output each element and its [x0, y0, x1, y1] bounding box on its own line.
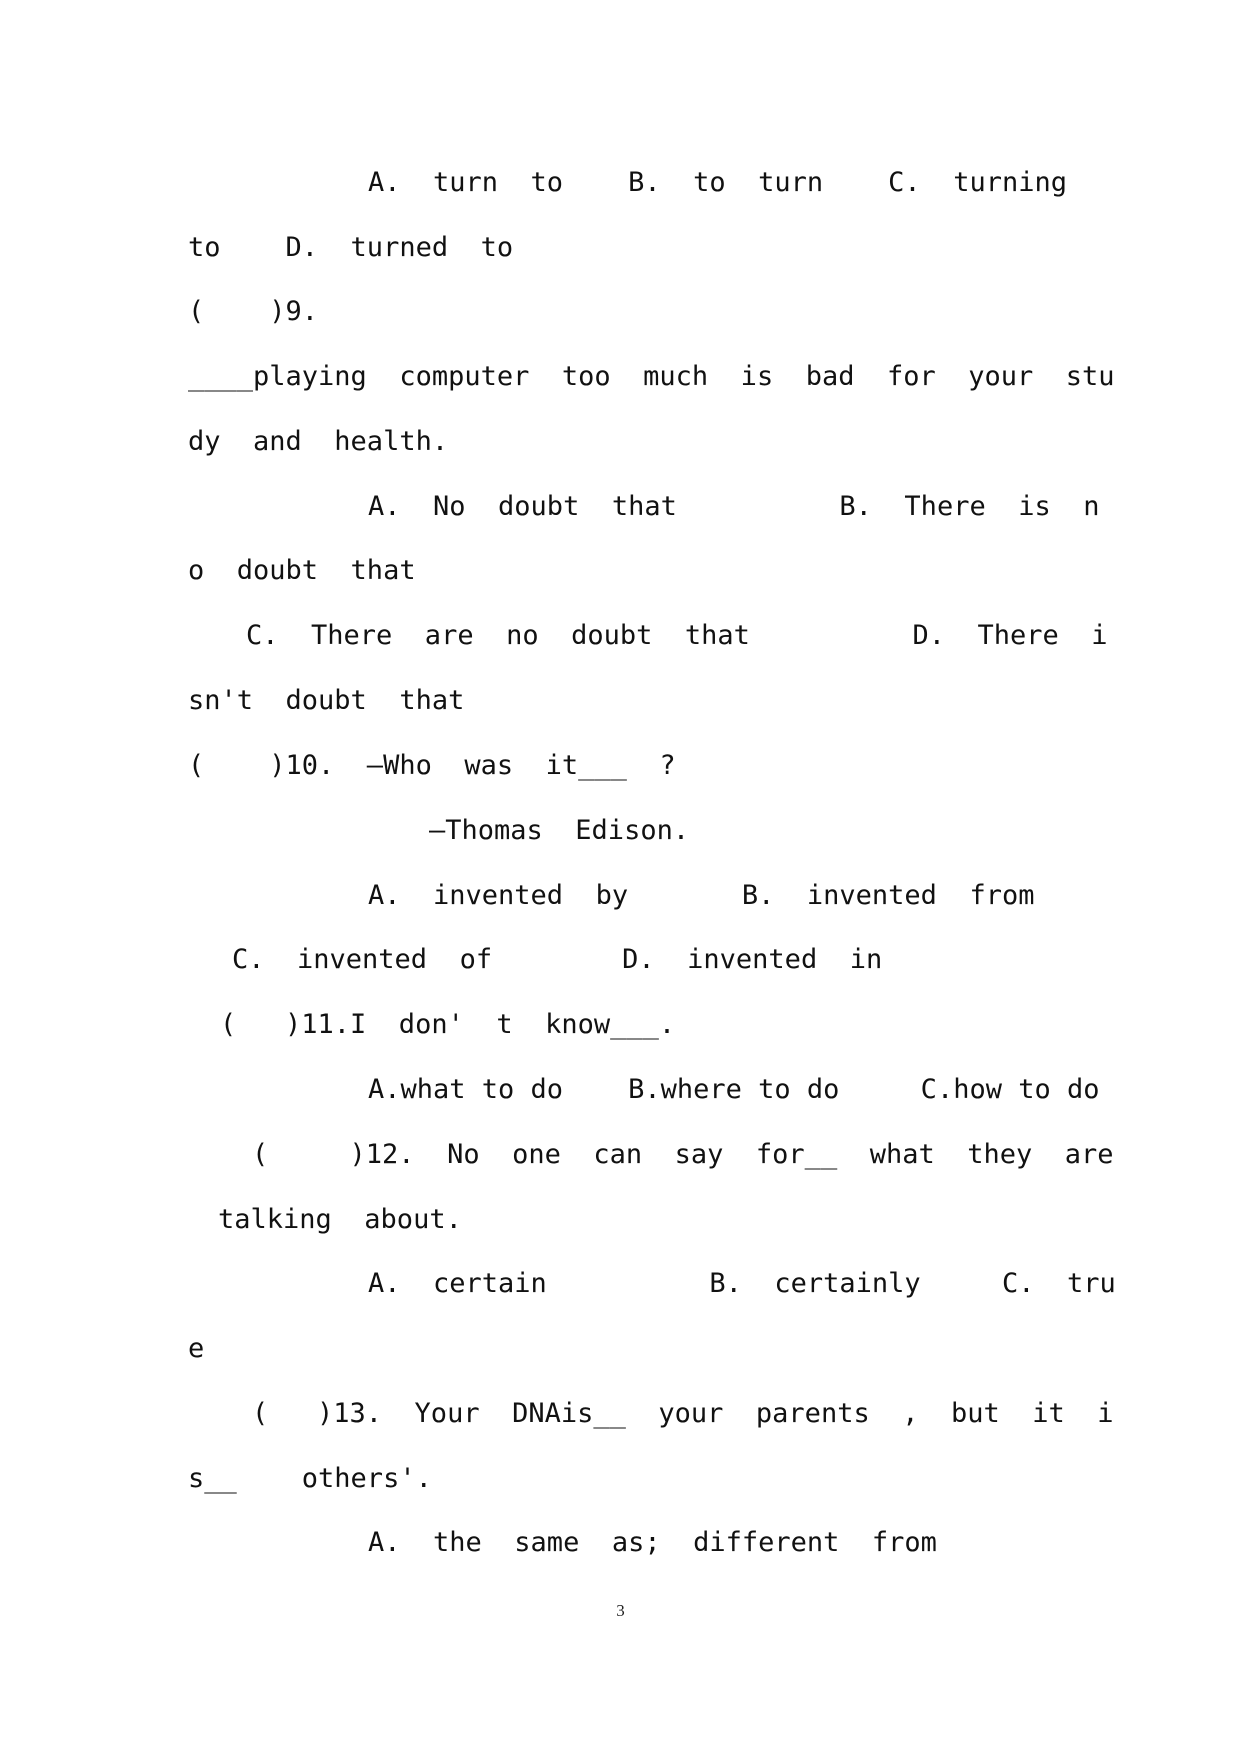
- q10-question: ( )10. —Who was it___ ?: [188, 750, 676, 781]
- q11-options: A.what to do B.where to do C.how to do: [368, 1074, 1100, 1105]
- q8-options-continued: to D. turned to: [188, 232, 514, 263]
- q9-question-line-2: dy and health.: [188, 426, 449, 457]
- q10-options-line-2: C. invented of D. invented in: [232, 944, 883, 975]
- q12-options-line-1: A. certain B. certainly C. tru: [368, 1268, 1116, 1299]
- q9-options-line-2: o doubt that: [188, 555, 416, 586]
- q9-question-line-1: ____playing computer too much is bad for your stu: [188, 361, 1115, 392]
- q10-answer-line: —Thomas Edison.: [429, 815, 690, 846]
- q9-number: ( )9.: [188, 296, 319, 327]
- q12-question-line-1: ( )12. No one can say for__ what they are: [252, 1139, 1114, 1170]
- q11-question: ( )11.I don' t know___.: [220, 1009, 676, 1040]
- q12-question-line-2: talking about.: [218, 1204, 462, 1235]
- q9-options-line-4: sn't doubt that: [188, 685, 465, 716]
- q8-options-line: A. turn to B. to turn C. turning: [368, 167, 1067, 198]
- q13-question-line-1: ( )13. Your DNAis__ your parents , but it i: [252, 1398, 1114, 1429]
- q12-options-line-2: e: [188, 1333, 205, 1364]
- q10-options-line-1: A. invented by B. invented from: [368, 880, 1035, 911]
- page-number: 3: [616, 1601, 625, 1620]
- q9-options-line-1: A. No doubt that B. There is n: [368, 491, 1100, 522]
- q9-options-line-3: C. There are no doubt that D. There i: [246, 620, 1108, 651]
- q13-options: A. the same as; different from: [368, 1527, 937, 1558]
- q13-question-line-2: s__ others'.: [188, 1463, 432, 1494]
